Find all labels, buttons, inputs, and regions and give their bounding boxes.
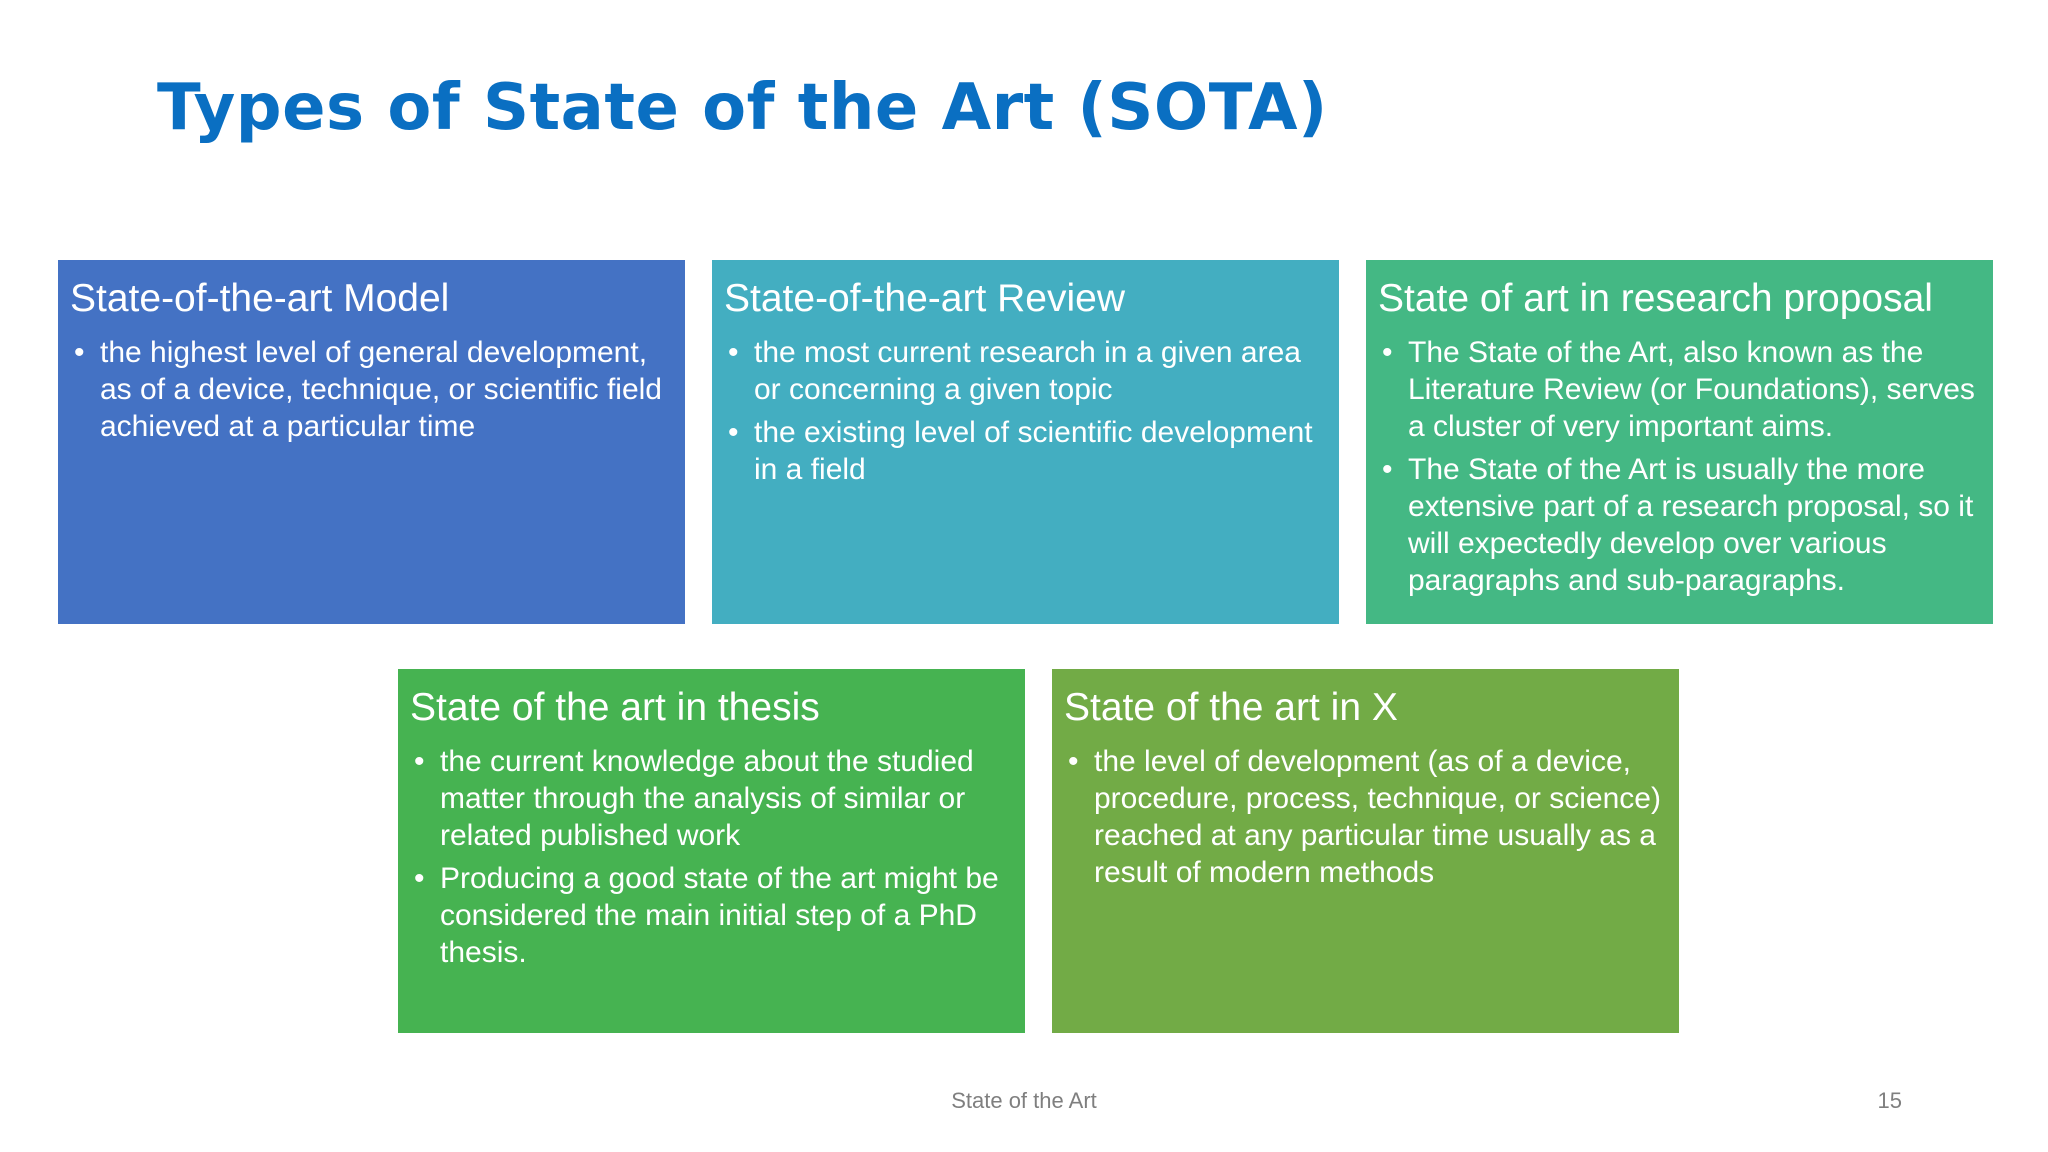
card-sota-model [58, 260, 685, 624]
bullet-list [724, 334, 1327, 488]
card-title: State of the art in thesis [410, 686, 820, 729]
bullet-item [1064, 743, 1667, 891]
bullet-icon: • [1382, 336, 1393, 369]
card-sota-in-x [1052, 669, 1679, 1033]
bullet-text: the existing level of scientific development in a field [754, 416, 1313, 486]
bullet-item [724, 414, 1327, 488]
bullet-text: the highest level of general development, as of a device, technique, or scientific field achieved at a particular time [100, 336, 662, 443]
bullet-item [1378, 451, 1981, 599]
bullet-icon: • [728, 416, 739, 449]
bullet-item [410, 860, 1013, 971]
bullet-list [70, 334, 673, 445]
bullet-icon: • [414, 862, 425, 895]
bullet-text: the current knowledge about the studied matter through the analysis of similar or related published work [440, 745, 974, 852]
card-title: State-of-the-art Model [70, 277, 450, 320]
bullet-icon: • [74, 336, 85, 369]
slide-page-number: 15 [1877, 1088, 1902, 1113]
bullet-item [1378, 334, 1981, 445]
bullet-list [410, 743, 1013, 971]
bullet-item [410, 743, 1013, 854]
card-sota-thesis [398, 669, 1025, 1033]
card-title: State of art in research proposal [1378, 277, 1933, 320]
bullet-text: The State of the Art is usually the more extensive part of a research proposal, so it will expectedly develop over various paragraphs and sub-paragraphs. [1408, 453, 1974, 597]
bullet-text: the level of development (as of a device, procedure, process, technique, or science) reached at any particular time usually as a result of modern methods [1094, 745, 1661, 889]
card-title: State of the art in X [1064, 686, 1398, 729]
bullet-item [724, 334, 1327, 408]
bullet-text: The State of the Art, also known as the Literature Review (or Foundations), serves a cluster of very important aims. [1408, 336, 1975, 443]
bullet-text: Producing a good state of the art might be considered the main initial step of a PhD thesis. [440, 862, 999, 969]
card-sota-review [712, 260, 1339, 624]
bullet-icon: • [1382, 453, 1393, 486]
bullet-icon: • [728, 336, 739, 369]
slide-title: Types of State of the Art (SOTA) [157, 71, 1328, 145]
card-title: State-of-the-art Review [724, 277, 1125, 320]
bullet-icon: • [414, 745, 425, 778]
bullet-list [1378, 334, 1981, 599]
bullet-icon: • [1068, 745, 1079, 778]
bullet-list [1064, 743, 1667, 891]
bullet-text: the most current research in a given area or concerning a given topic [754, 336, 1301, 406]
bullet-item [70, 334, 673, 445]
slide-footer-text: State of the Art [951, 1088, 1097, 1113]
card-sota-research-proposal [1366, 260, 1993, 624]
